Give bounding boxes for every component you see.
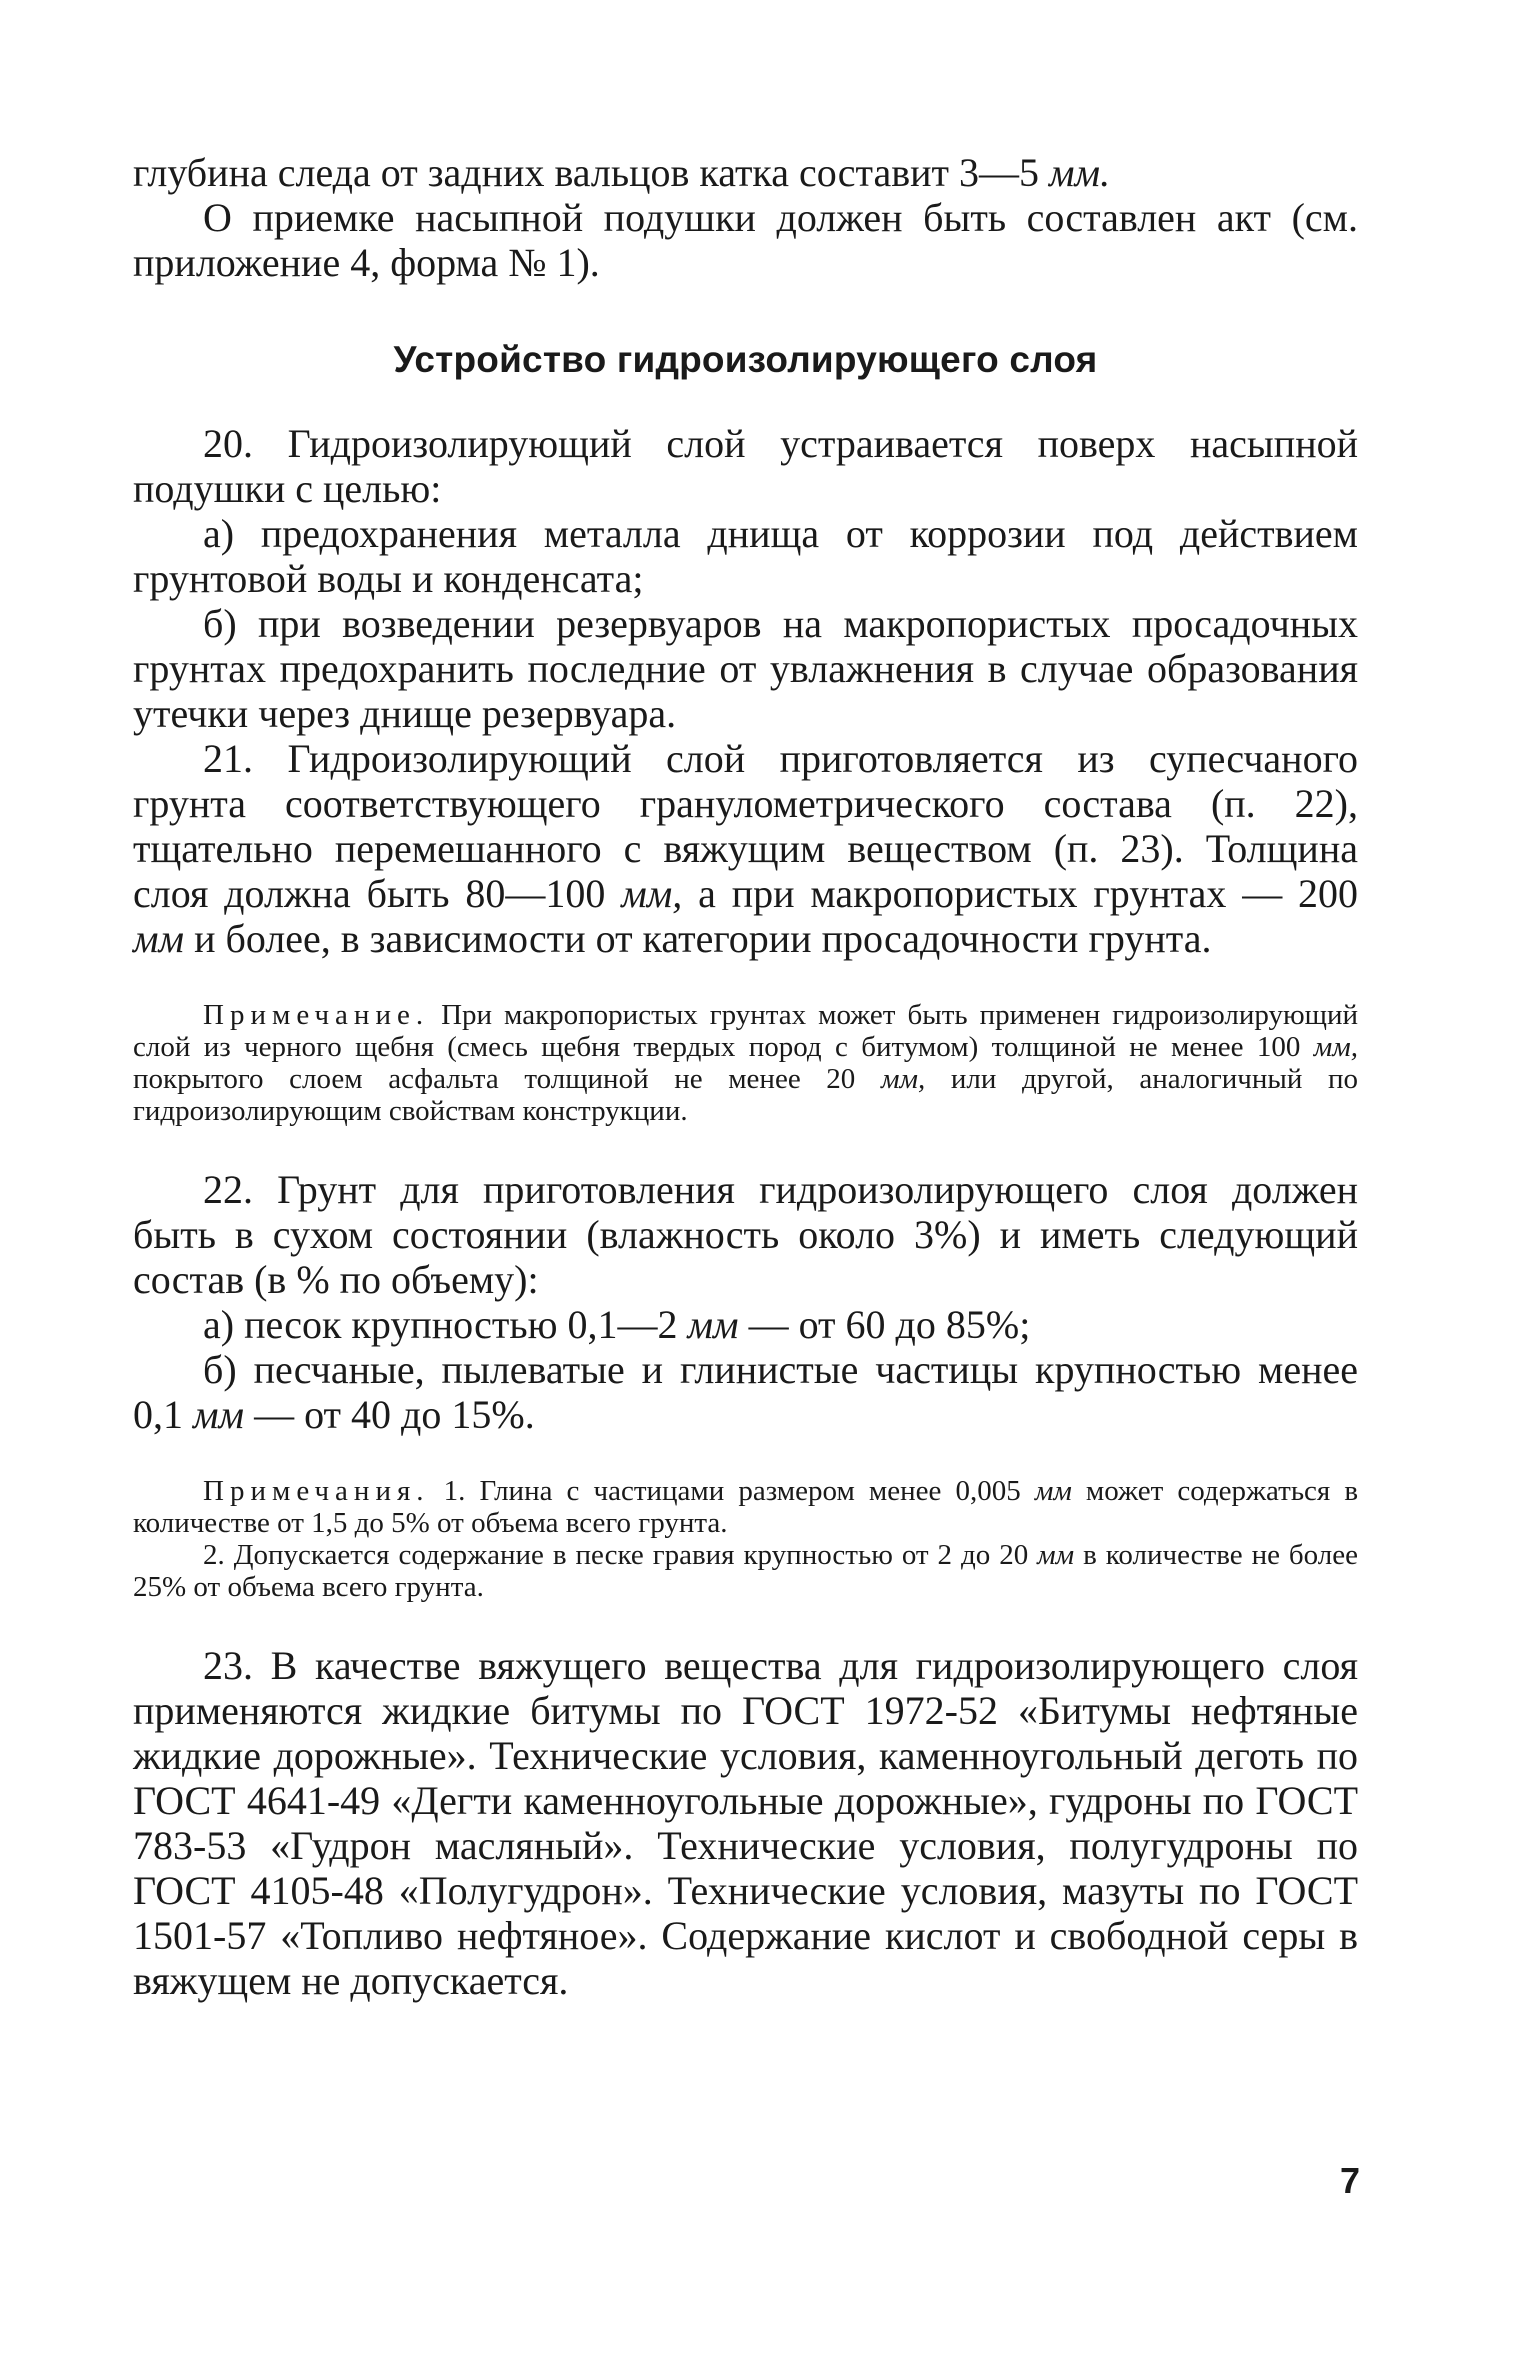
text-span: — от 60 до 85%; [748,1302,1031,1347]
unit-text: мм [1037,1539,1075,1571]
paragraph-22b [133,1347,1358,1437]
note-1 [133,999,1358,1127]
paragraph-20: 20. Гидроизолирующий слой устраивается поверх насыпной подушки с целью: [133,421,1358,511]
paragraph-23: 23. В качестве вяжущего вещества для гидроизолирующего слоя применяются жидкие битумы по ГОСТ 1972-52 «Битумы нефтяные жидкие дорожные». Технические условия, каменноугольный деготь по ГОСТ 4641-49 «Дегти каменноугольные дорожные», гудроны по ГОСТ 783-53 «Гудрон масляный». Технические условия, полугудроны по ГОСТ 4105-48 «Полугудрон». Технические условия, мазуты по ГОСТ 1501-57 «Топливо нефтяное». Содержание кислот и свободной серы в вяжущем не допускается. [133,1643,1358,2003]
paragraph-20a: а) предохранения металла днища от коррозии под действием грунтовой воды и конденсата; [133,511,1358,601]
unit-text: мм [687,1302,739,1347]
unit-text: мм, [1313,1031,1359,1063]
text-span: а при макропористых грунтах — 200 [698,871,1359,916]
unit-text: мм, [621,871,683,916]
paragraph-20b: б) при возведении резервуаров на макропористых просадочных грунтах предохранить последние от увлажнения в случае образования утечки через днище резервуара. [133,601,1358,736]
text-span: может содержаться в количестве от 1,5 до 5% от объема всего грунта. [133,1475,1359,1539]
text-span: в количестве не более 25% от объема всего грунта. [133,1539,1359,1603]
paragraph-21 [133,736,1358,961]
document-page [133,150,1358,2003]
text-span: а) песок крупностью 0,1—2 [203,1302,678,1347]
unit-text: мм, [880,1063,926,1095]
note-label: Примечания. [203,1475,430,1507]
text-span: 1. Глина с частицами размером менее 0,005 [443,1475,1021,1507]
text-span: глубина следа от задних вальцов катка составит 3—5 [133,150,1040,195]
text-span: При макропористых грунтах может быть применен гидроизолирующий слой из черного щебня (смесь щебня твердых пород с битумом) толщиной не менее 100 [133,999,1359,1063]
text-span: 21. Гидроизолирующий слой приготовляется из супесчаного грунта соответствующего гранулометрического состава (п. 22), тщательно перемешанного с вяжущим веществом (п. 23). Толщина слоя должна быть 80—100 [133,736,1358,916]
note-2-item-1 [133,1475,1358,1539]
paragraph-intro-2: О приемке насыпной подушки должен быть составлен акт (см. приложение 4, форма № 1). [133,195,1358,285]
paragraph-22a [133,1302,1358,1347]
note-label: Примечание. [203,999,430,1031]
unit-text: мм [193,1392,245,1437]
text-span: 2. Допускается содержание в песке гравия крупностью от 2 до 20 [203,1539,1029,1571]
paragraph-22: 22. Грунт для приготовления гидроизолирующего слоя должен быть в сухом состоянии (влажность около 3%) и иметь следующий состав (в % по объему): [133,1167,1358,1302]
text-span: и более, в зависимости от категории просадочности грунта. [194,916,1212,961]
unit-text: мм [1034,1475,1072,1507]
text-span: покрытого слоем асфальта толщиной не менее 20 [133,1063,856,1095]
unit-text: мм [133,916,185,961]
section-heading: Устройство гидроизолирующего слоя [393,339,1098,380]
page-number: 7 [1340,2160,1361,2201]
unit-text: мм. [1049,150,1111,195]
note-2-item-2 [133,1539,1358,1603]
paragraph-intro-1 [133,150,1358,195]
text-span: или другой, аналогичный по гидроизолирующим свойствам конструкции. [133,1063,1359,1127]
text-span: — от 40 до 15%. [254,1392,535,1437]
text-span: б) песчаные, пылеватые и глинистые частицы крупностью менее 0,1 [133,1347,1358,1437]
